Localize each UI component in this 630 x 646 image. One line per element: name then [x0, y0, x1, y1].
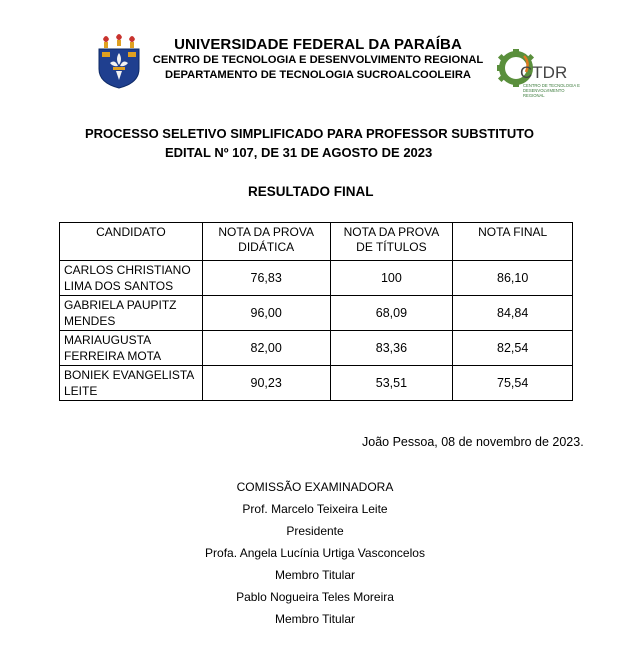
- university-name: UNIVERSIDADE FEDERAL DA PARAÍBA: [174, 36, 462, 53]
- didactic-score: 76,83: [202, 261, 330, 296]
- committee-title: COMISSÃO EXAMINADORA: [236, 480, 394, 494]
- place-date: João Pessoa, 08 de novembro de 2023.: [362, 435, 584, 449]
- candidate-name: MARIAUGUSTA FERREIRA MOTA: [60, 331, 203, 366]
- results-table: [59, 222, 573, 401]
- member-name: Prof. Marcelo Teixeira Leite: [242, 502, 388, 516]
- titles-score: 83,36: [330, 331, 453, 366]
- process-title: PROCESSO SELETIVO SIMPLIFICADO PARA PROFESSOR SUBSTITUTO: [85, 126, 535, 141]
- member-role: Presidente: [286, 524, 344, 538]
- titles-score: 53,51: [330, 366, 453, 401]
- ctdr-logo-text: CTDR: [520, 63, 568, 82]
- header-didactic: NOTA DA PROVA DIDÁTICA: [202, 223, 330, 261]
- didactic-score: 90,23: [202, 366, 330, 401]
- candidate-name: GABRIELA PAUPITZ MENDES: [60, 296, 203, 331]
- header-final: NOTA FINAL: [453, 223, 573, 261]
- final-score: 75,54: [453, 366, 573, 401]
- ctdr-logo-subtext: CENTRO DE TECNOLOGIA E DESENVOLVIMENTO REGIONAL: [523, 83, 580, 98]
- edital-title: EDITAL Nº 107, DE 31 DE AGOSTO DE 2023: [165, 145, 433, 160]
- header-titles: NOTA DA PROVA DE TÍTULOS: [330, 223, 453, 261]
- member-name: Profa. Angela Lucínia Urtiga Vasconcelos: [205, 546, 425, 560]
- header-candidate: CANDIDATO: [60, 223, 203, 261]
- table-row: [60, 296, 573, 331]
- final-score: 86,10: [453, 261, 573, 296]
- didactic-score: 96,00: [202, 296, 330, 331]
- member-role: Membro Titular: [274, 568, 356, 582]
- titles-score: 68,09: [330, 296, 453, 331]
- table-row: [60, 366, 573, 401]
- titles-score: 100: [330, 261, 453, 296]
- candidate-name: BONIEK EVANGELISTA LEITE: [60, 366, 203, 401]
- final-score: 82,54: [453, 331, 573, 366]
- center-name: CENTRO DE TECNOLOGIA E DESENVOLVIMENTO REGIONAL: [152, 54, 484, 66]
- member-role: Membro Titular: [274, 612, 356, 626]
- result-title: RESULTADO FINAL: [248, 184, 374, 199]
- department-name: DEPARTAMENTO DE TECNOLOGIA SUCROALCOOLEIRA: [165, 69, 471, 81]
- didactic-score: 82,00: [202, 331, 330, 366]
- final-score: 84,84: [453, 296, 573, 331]
- candidate-name: CARLOS CHRISTIANO LIMA DOS SANTOS: [60, 261, 203, 296]
- table-header-row: [60, 223, 573, 261]
- table-row: [60, 331, 573, 366]
- member-name: Pablo Nogueira Teles Moreira: [236, 590, 394, 604]
- ufpb-crest-logo: [96, 33, 142, 89]
- table-row: [60, 261, 573, 296]
